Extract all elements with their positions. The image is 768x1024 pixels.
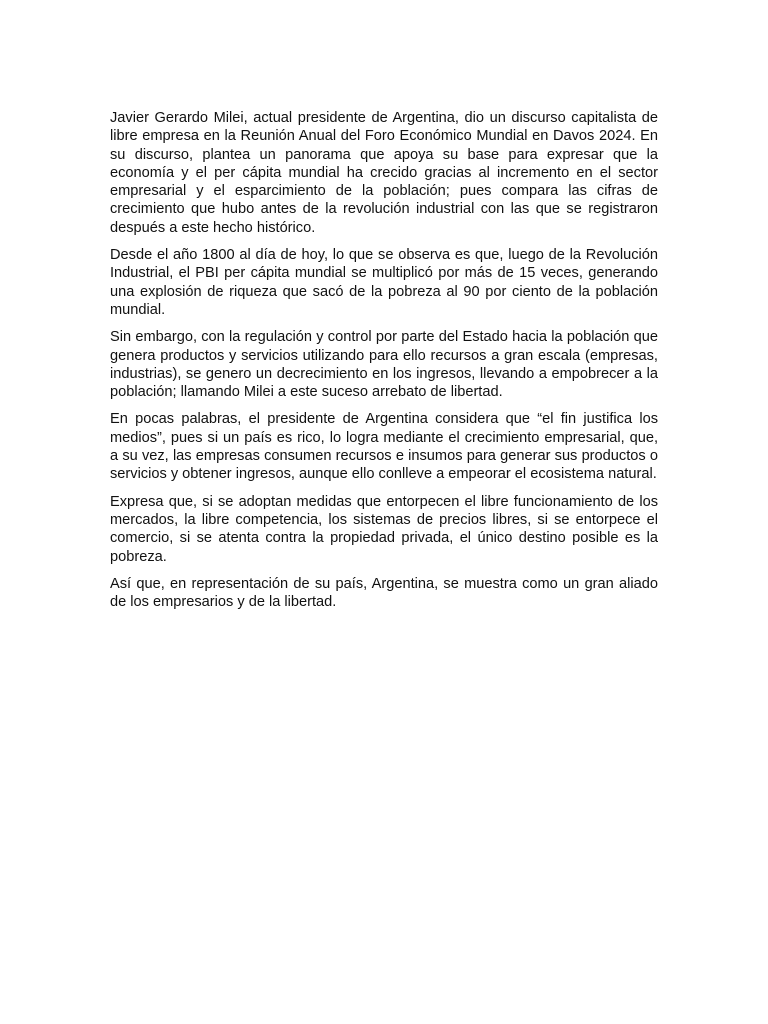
paragraph-5: Expresa que, si se adoptan medidas que entorpecen el libre funcionamiento de los mercados, la libre competencia, los sistemas de precios libres, si se entorpece el comercio, si se atenta contra la propiedad privada, el único destino posible es la pobreza. <box>110 493 658 565</box>
paragraph-3: Sin embargo, con la regulación y control por parte del Estado hacia la población que genera productos y servicios utilizando para ello recursos a gran escala (empresas, industrias), se genero un decrecimiento en los ingresos, llevando a empobrecer a la población; llamando Milei a este suceso arrebato de libertad. <box>110 329 658 401</box>
document-body <box>110 109 658 620</box>
paragraph-6: Así que, en representación de su país, Argentina, se muestra como un gran aliado de los empresarios y de la libertad. <box>110 575 658 611</box>
paragraph-2: Desde el año 1800 al día de hoy, lo que se observa es que, luego de la Revolución Industrial, el PBI per cápita mundial se multiplicó por más de 15 veces, generando una explosión de riqueza que sacó de la pobreza al 90 por ciento de la población mundial. <box>110 247 658 318</box>
paragraph-4: En pocas palabras, el presidente de Argentina considera que “el fin justifica los medios”, pues si un país es rico, lo logra mediante el crecimiento empresarial, que, a su vez, las empresas consumen recursos e insumos para generar sus productos o servicios y obtener ingresos, aunque ello conlleve a empeorar el ecosistema natural. <box>110 411 658 483</box>
paragraph-1: Javier Gerardo Milei, actual presidente de Argentina, dio un discurso capitalista de libre empresa en la Reunión Anual del Foro Económico Mundial en Davos 2024. En su discurso, plantea un panorama que apoya su base para expresar que la economía y el per cápita mundial ha crecido gracias al incremento en el sector empresarial y el esparcimiento de la población; pues compara las cifras de crecimiento que hubo antes de la revolución industrial con las que se registraron después a este hecho histórico. <box>110 110 658 236</box>
